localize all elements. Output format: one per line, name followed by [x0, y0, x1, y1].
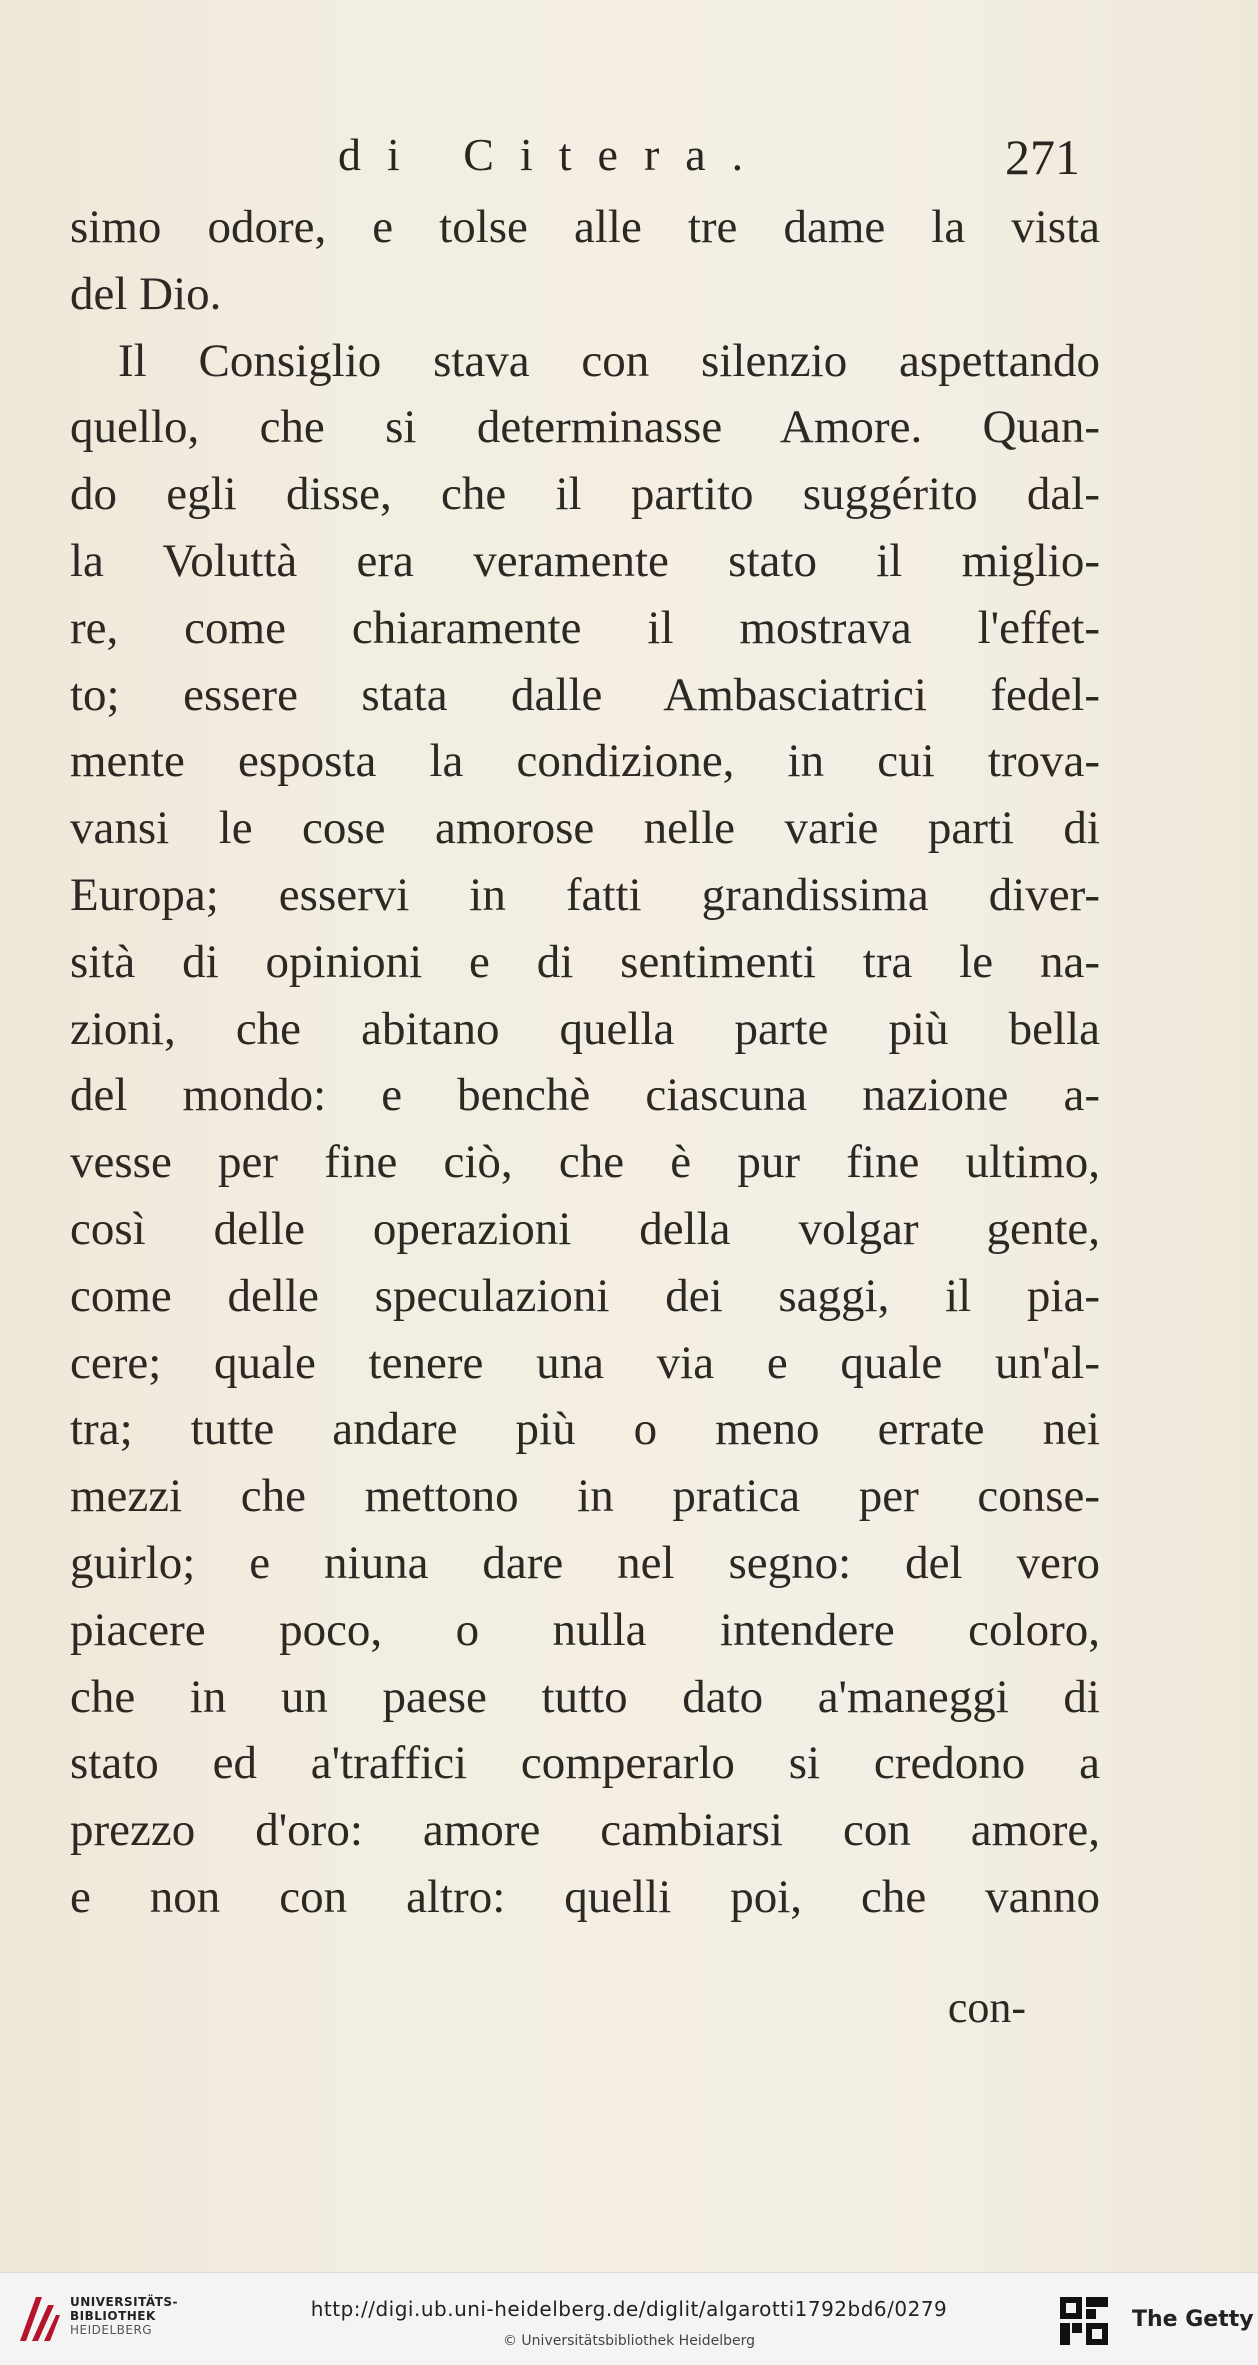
text-line: quello, che si determinasse Amore. Quan- — [70, 401, 1100, 454]
text-line: stato ed a'traffici comperarlo si credono a — [70, 1737, 1100, 1790]
getty-partner-label: The Getty — [1132, 2307, 1254, 2332]
text-line: guirlo; e niuna dare nel segno: del vero — [70, 1536, 1100, 1589]
text-line: Europa; esservi in fatti grandissima diver- — [70, 868, 1100, 921]
text-line: do egli disse, che il partito suggérito dal- — [70, 468, 1100, 521]
text-line: del mondo: e benchè ciascuna nazione a- — [70, 1069, 1100, 1122]
text-line: zioni, che abitano quella parte più bella — [70, 1002, 1100, 1055]
catchword: con- — [947, 1983, 1026, 2032]
text-line: cere; quale tenere una via e quale un'al- — [70, 1336, 1100, 1389]
text-line: e non con altro: quelli poi, che vanno — [70, 1870, 1100, 1923]
permalink-url[interactable]: http://digi.ub.uni-heidelberg.de/diglit/algarotti1792bd6/0279 — [310, 2297, 948, 2321]
text-line: to; essere stata dalle Ambasciatrici fedel- — [70, 668, 1100, 721]
text-line: così delle operazioni della volgar gente, — [70, 1202, 1100, 1255]
copyright-notice: © Universitätsbibliothek Heidelberg — [502, 2333, 755, 2349]
text-line: prezzo d'oro: amore cambiarsi con amore, — [70, 1804, 1100, 1857]
library-name: UNIVERSITÄTS- BIBLIOTHEK HEIDELBERG — [70, 2295, 179, 2337]
page-header — [0, 128, 1258, 188]
running-title: di Citera. — [338, 129, 770, 180]
text-line: Il Consiglio stava con silenzio aspettando — [118, 334, 1100, 387]
text-line: del Dio. — [70, 267, 222, 320]
page-number: 271 — [1005, 129, 1080, 185]
text-line: vesse per fine ciò, che è pur fine ultimo, — [70, 1136, 1100, 1189]
text-line: come delle speculazioni dei saggi, il pia- — [70, 1269, 1100, 1322]
body-text — [70, 194, 1100, 1931]
text-line: che in un paese tutto dato a'maneggi di — [70, 1670, 1100, 1723]
text-line: sità di opinioni e di sentimenti tra le na- — [70, 935, 1100, 988]
text-line: simo odore, e tolse alle tre dame la vista — [70, 201, 1100, 253]
getty-logo-icon[interactable] — [1058, 2295, 1110, 2347]
footer-bar — [0, 2272, 1258, 2365]
text-line: vansi le cose amorose nelle varie parti di — [70, 802, 1100, 855]
text-line: mezzi che mettono in pratica per conse- — [70, 1470, 1100, 1523]
text-line: mente esposta la condizione, in cui trova- — [70, 735, 1100, 788]
text-line: re, come chiaramente il mostrava l'effet- — [70, 601, 1100, 654]
text-line: piacere poco, o nulla intendere coloro, — [70, 1603, 1100, 1656]
text-line: tra; tutte andare più o meno errate nei — [70, 1403, 1100, 1456]
text-line: la Voluttà era veramente stato il miglio- — [70, 534, 1100, 587]
